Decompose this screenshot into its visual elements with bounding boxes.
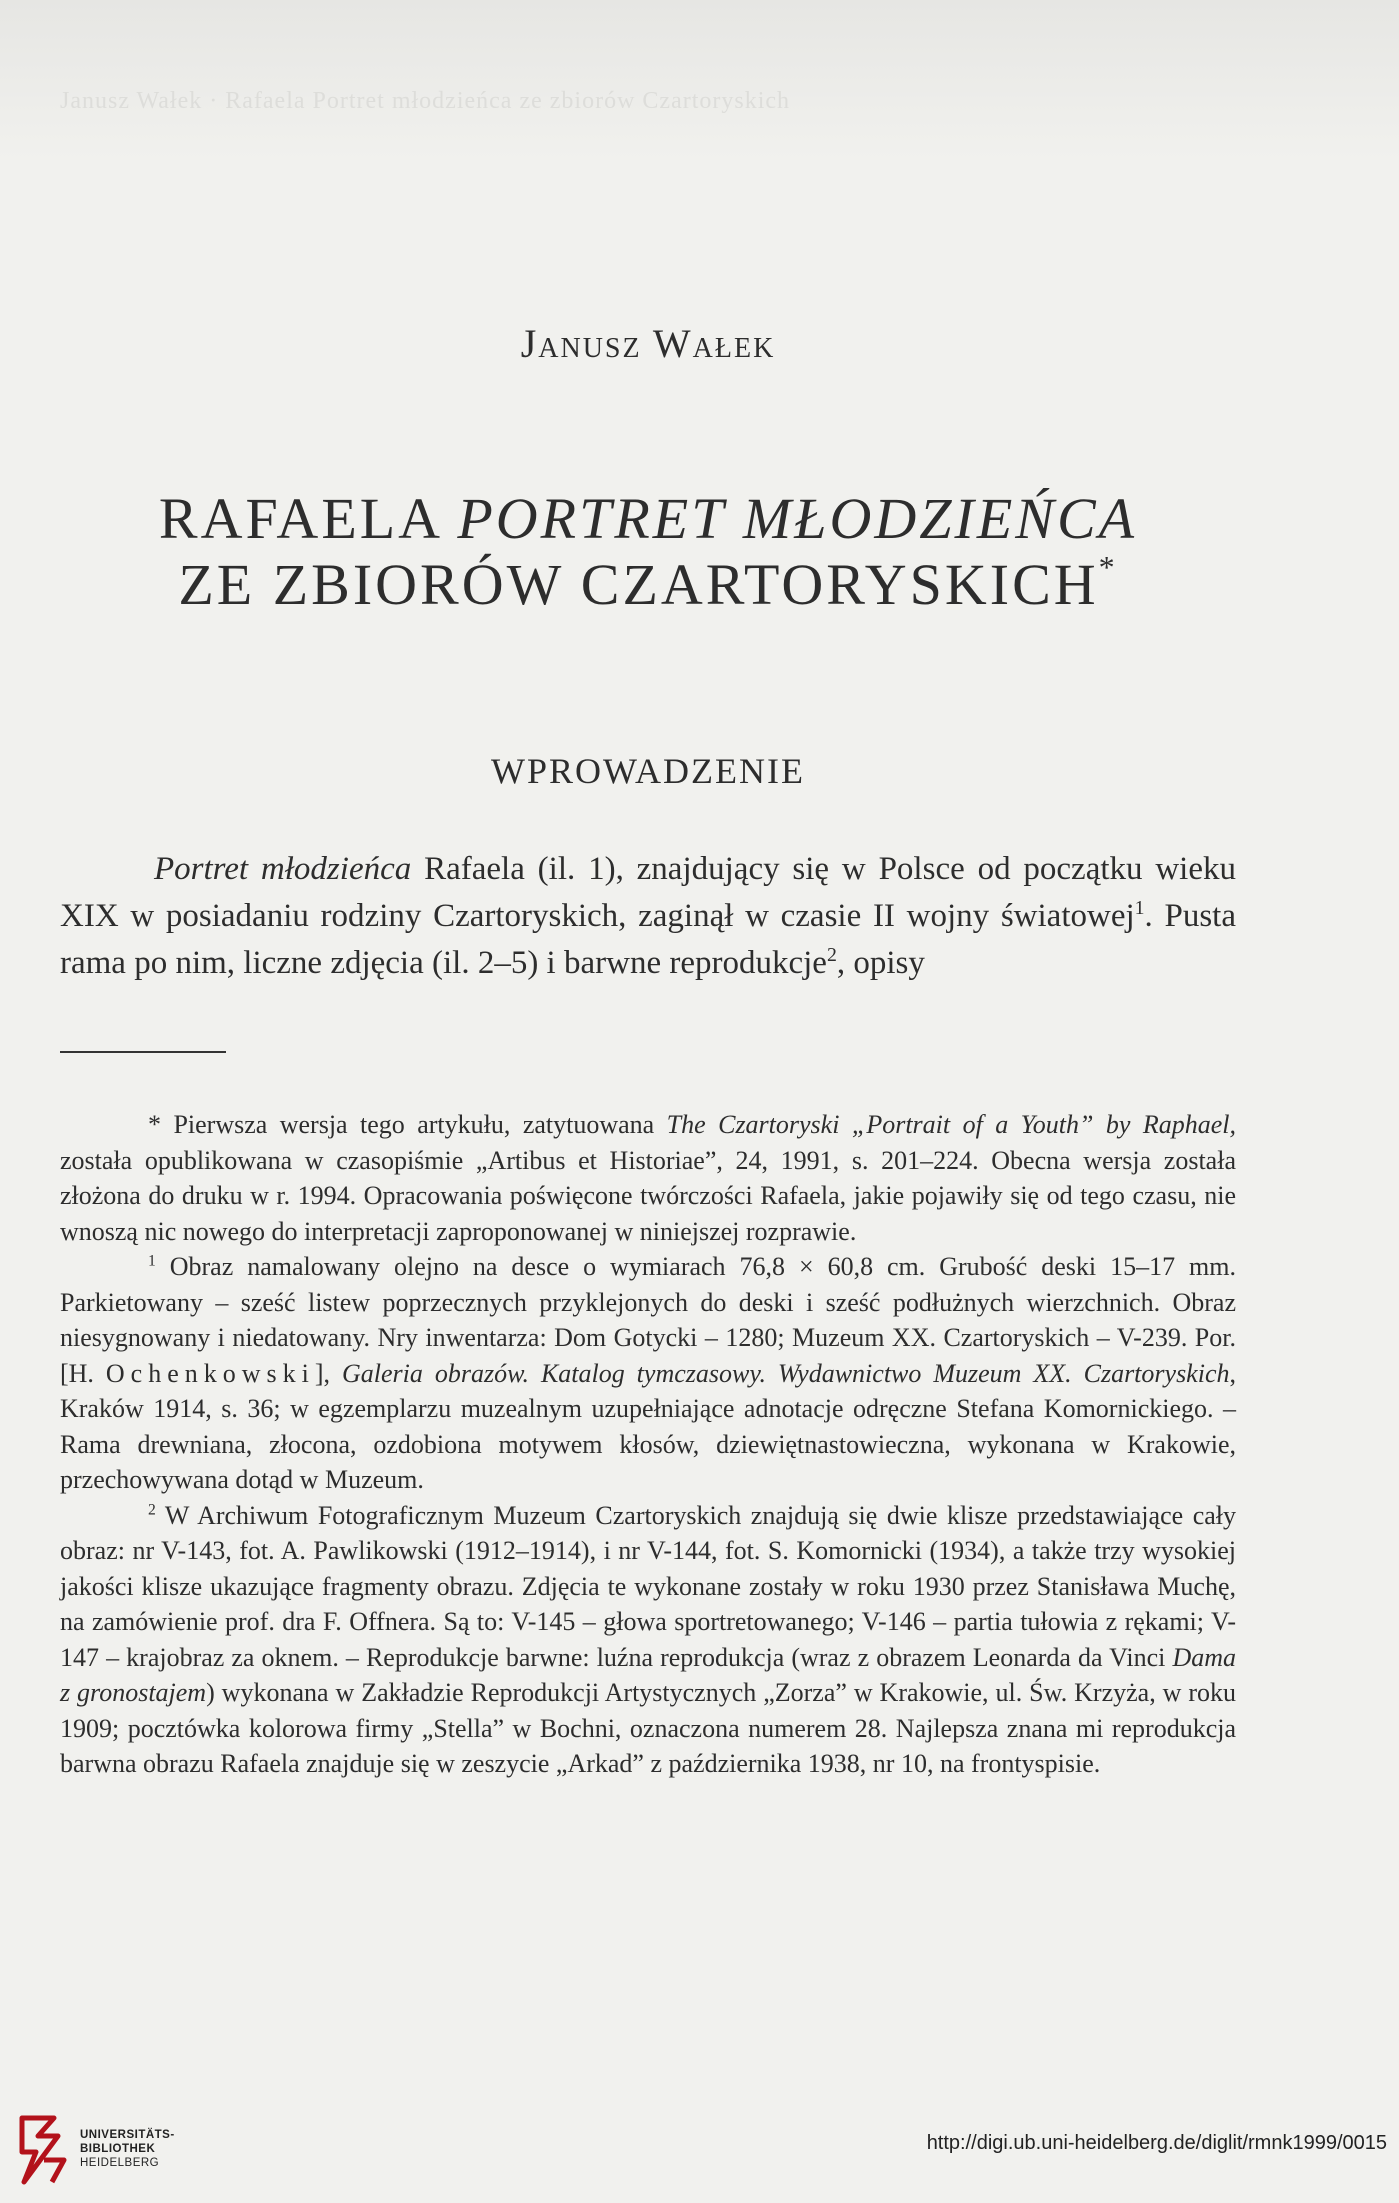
footnote-text: została opublikowana w czasopiśmie „Artibus et Historiae”, 24, 1991, s. 201–224. Obecna wersja została złożona do druku w r. 1994. Opracowania poświęcone twórczości Rafaela, jakie pojawiły się od tego czasu, nie wnoszą nic nowego do interpretacji zaproponowanej w niniejszej rozprawie. (60, 1145, 1236, 1246)
footnote-spaced-name: Ochenkowski (105, 1358, 315, 1388)
footnote-text: W Archiwum Fotograficznym Muzeum Czartoryskich znajdują się dwie klisze przedstawiające cały obraz: nr V-143, fot. A. Pawlikowski (1912–1914), i nr V-144, fot. S. Komornicki (1934), a także trzy wysokiej jakości klisze ukazujące fragmenty obrazu. Zdjęcia te wykonane zostały w roku 1930 przez Stanisława Muchę, na zamówienie prof. dra F. Offnera. Są to: V-145 – głowa sportretowanego; V-146 – partia tułowia z rękami; V-147 – krajobraz za oknem. – Reprodukcje barwne: luźna reprodukcja (wraz z obrazem Leonarda da Vinci (60, 1500, 1236, 1672)
title-line1-italic: PORTRET MŁODZIEŃCA (457, 486, 1138, 551)
library-logo-icon[interactable] (14, 2112, 72, 2190)
footnote-star (60, 1107, 1236, 1249)
footnote-text: ], (314, 1358, 342, 1388)
footnote-italic: Galeria obrazów. Katalog tymczasowy. Wydawnictwo Muzeum XX. Czartoryskich (342, 1358, 1230, 1388)
footnote-ref-1: 1 (1134, 897, 1145, 919)
footnote-1 (60, 1249, 1236, 1498)
author-name: Janusz Wałek (520, 321, 776, 366)
source-url-link[interactable]: http://digi.ub.uni-heidelberg.de/diglit/rmnk1999/0015 (926, 2132, 1387, 2154)
body-text: . Pusta rama po nim, liczne zdjęcia (il. 2–5) i barwne reprodukcje (60, 898, 1236, 981)
footnote-number: 1 (148, 1252, 156, 1270)
title-line2: ZE ZBIORÓW CZARTORYSKICH (178, 552, 1099, 617)
footnote-text: * Pierwsza wersja tego artykułu, zatytuowana (148, 1110, 667, 1139)
library-name-line: BIBLIOTHEK (80, 2143, 156, 2155)
footnote-2 (60, 1498, 1236, 1782)
title-footnote-marker: * (1098, 549, 1118, 585)
footnote-italic: Dama z gronostajem (60, 1642, 1236, 1707)
footnote-text: Obraz namalowany olejno na desce o wymiarach 76,8 × 60,8 cm. Grubość deski 15–17 mm. Parkietowany – sześć listew poprzecznych przyklejonych do deski i sześć podłużnych wierzchnich. Obraz niesygnowany i niedatowany. Nry inwentarza: Dom Gotycki – 1280; Muzeum XX. Czartoryskich – V-239. Por. [H. (60, 1252, 1236, 1388)
body-paragraph (60, 846, 1236, 987)
library-name (80, 2128, 175, 2170)
running-head: Janusz Wałek · Rafaela Portret młodzieńca ze zbiorów Czartoryskich (60, 88, 791, 114)
scan-shading (0, 0, 1399, 160)
footnote-number: 2 (148, 1500, 156, 1518)
library-name-line: UNIVERSITÄTS- (80, 2129, 175, 2141)
article-title (60, 486, 1236, 618)
footnote-text: , Kraków 1914, s. 36; w egzemplarzu muzealnym uzupełniające adnotacje odręczne Stefana Komornickiego. – Rama drewniana, złocona, ozdobiona motywem kłosów, dziewiętnastowieczna, wykonana w Krakowie, przechowywana dotąd w Muzeum. (60, 1358, 1236, 1494)
library-name-line: HEIDELBERG (80, 2157, 160, 2169)
section-heading: WPROWADZENIE (491, 751, 805, 791)
footnote-text: ) wykonana w Zakładzie Reprodukcji Artystycznych „Zorza” w Krakowie, ul. Św. Krzyża, w roku 1909; pocztówka kolorowa firmy „Stella” w Bochni, oznaczona numerem 28. Najlepsza znana mi reprodukcja barwna obrazu Rafaela znajduje się w zeszycie „Arkad” z października 1938, nr 10, na frontyspisie. (60, 1678, 1236, 1778)
footnote-ref-2: 2 (826, 944, 837, 966)
body-italic-title: Portret młodzieńca (154, 851, 412, 887)
title-line1-plain: RAFAELA (158, 486, 458, 551)
footnote-italic: The Czartoryski „Portrait of a Youth” by Raphael, (666, 1110, 1236, 1139)
footnotes (60, 1107, 1236, 1782)
body-text: Rafaela (il. 1), znajdujący się w Polsce od początku wieku XIX w posiadaniu rodziny Czartoryskich, zaginął w czasie II wojny światowej (60, 851, 1237, 934)
page-footer (0, 2098, 1399, 2203)
footnote-divider (60, 1051, 226, 1053)
body-text: , opisy (836, 945, 925, 981)
